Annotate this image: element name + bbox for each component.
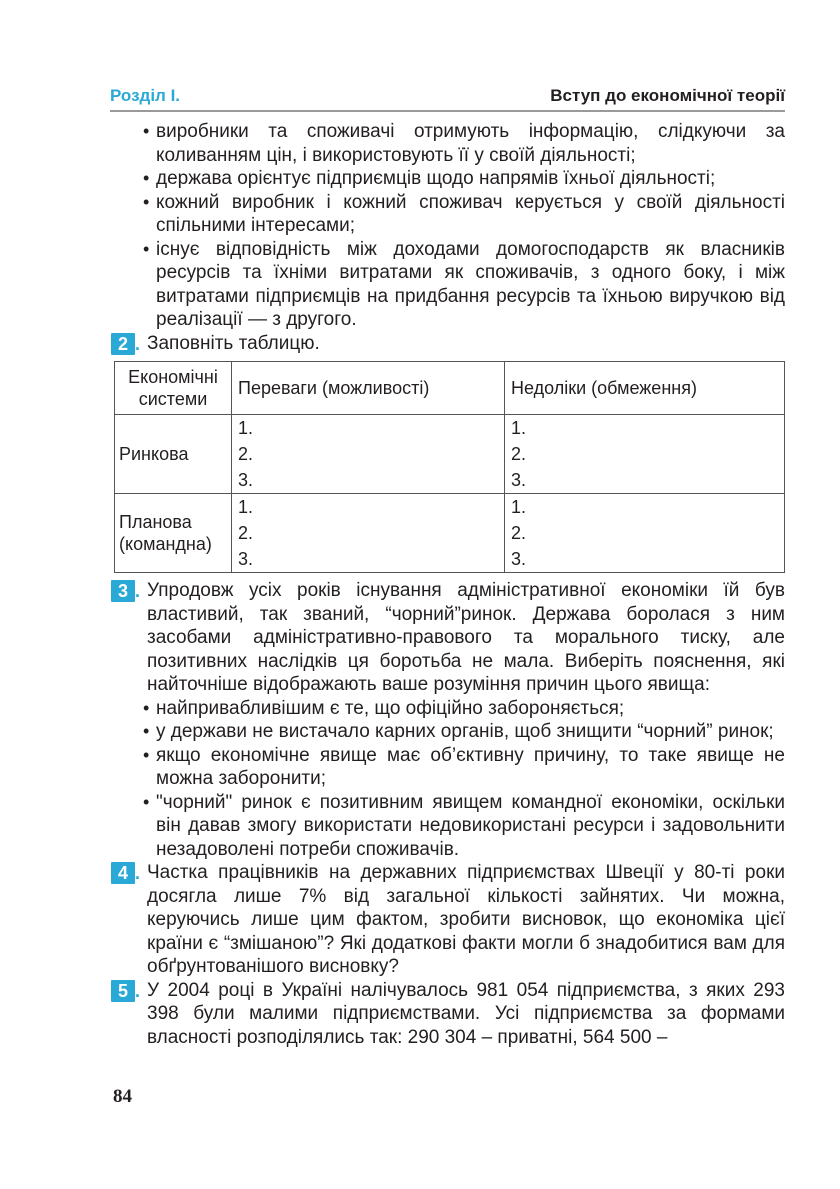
table-row (115, 494, 785, 573)
list-item: • якщо економічне явище має об’єктивну причину, то таке явище не можна заборонити; (143, 744, 785, 789)
task-number-badge: 2 . (111, 333, 135, 355)
column-header: Недоліки (обмеження) (505, 362, 785, 415)
task-number-badge: 5 . (111, 980, 135, 1002)
advantages-cell: 1. 2. 3. (232, 415, 505, 494)
task-number-badge: 3 . (111, 580, 135, 602)
advantages-cell: 1. 2. 3. (232, 494, 505, 573)
table-row (115, 415, 785, 494)
bullet-icon: • (143, 744, 150, 765)
list-item: • кожний виробник і кожний споживач керується у своїй діяльності спільними інтересами; (143, 191, 785, 236)
task-5 (110, 979, 785, 1050)
bullet-icon: • (143, 721, 150, 741)
bullet-icon: • (143, 168, 150, 188)
bullet-icon: • (143, 191, 150, 212)
task-4 (110, 861, 785, 979)
disadvantages-cell: 1. 2. 3. (505, 415, 785, 494)
page-number: 84 (113, 1086, 132, 1107)
chapter-title: Вступ до економічної теорії (550, 86, 785, 105)
column-header: Економічні системи (115, 362, 232, 415)
list-item: • "чорний" ринок є позитивним явищем командної економіки, оскільки він давав змогу використати недовикористані ресурси і задовольнити незадоволені потреби споживачів. (143, 791, 785, 860)
bullet-icon: • (143, 121, 150, 141)
task-text: У 2004 році в Україні налічувалось 981 054 підприємства, з яких 293 398 були малими підприємствами. Усі підприємства за формами власності розподілялись так: 290 304 – приватні, 564 500 – (147, 979, 785, 1048)
system-name: Планова (командна) (115, 494, 232, 573)
task-text: Частка працівників на державних підприємствах Швеції у 80-ті роки досягла лише 7% від загальної кількості зайнятих. Чи можна, керуючись лише цим фактом, зробити висновок, що економіка цієї країни є “змішаною”? Які додаткові факти могли б знадобитися вам для обґрунтованішого висновку? (147, 862, 785, 977)
task-3 (110, 579, 785, 697)
header-rule (110, 110, 785, 112)
list-item: • у держави не вистачало карних органів, щоб знищити “чорний” ринок; (143, 721, 774, 742)
intro-bullet-list (110, 120, 785, 332)
list-item: • виробники та споживачі отримують інформацію, слідкуючи за коливанням цін, і використовують її у своїй діяльності; (143, 121, 785, 166)
system-name: Ринкова (115, 415, 232, 494)
task-2 (110, 332, 785, 356)
table-header-row (115, 362, 785, 415)
column-header: Переваги (можливості) (232, 362, 505, 415)
bullet-icon: • (143, 791, 150, 812)
page-content (110, 120, 785, 1049)
list-item: • держава орієнтує підприємців щодо напрямів їхньої діяльності; (143, 168, 716, 189)
task-3-options (110, 697, 785, 862)
running-header (110, 86, 785, 114)
task-text: Заповніть таблицю. (147, 332, 320, 354)
list-item: • найпривабливішим є те, що офіційно забороняється; (143, 697, 625, 719)
economic-systems-table (114, 361, 785, 573)
task-text: Упродовж усіх років існування адміністративної економіки їй був властивий, так званий, “чорний”ринок. Держава боролася з ним засобами адміністративно-правового та морального тиску, але позитивних наслідків ця боротьба не мала. Виберіть пояснення, які найточніше відображають ваше розуміння причин цього явища: (147, 580, 785, 695)
section-label: Розділ І. (110, 86, 181, 105)
disadvantages-cell: 1. 2. 3. (505, 494, 785, 573)
bullet-icon: • (143, 697, 150, 718)
bullet-icon: • (143, 238, 150, 259)
list-item: • існує відповідність між доходами домогосподарств як власників ресурсів та їхніми витратами як споживачів, з одного боку, і між витратами підприємців на придбання ресурсів та їхньою виручкою від реалізації — з другого. (143, 238, 785, 330)
task-number-badge: 4 . (111, 862, 135, 884)
